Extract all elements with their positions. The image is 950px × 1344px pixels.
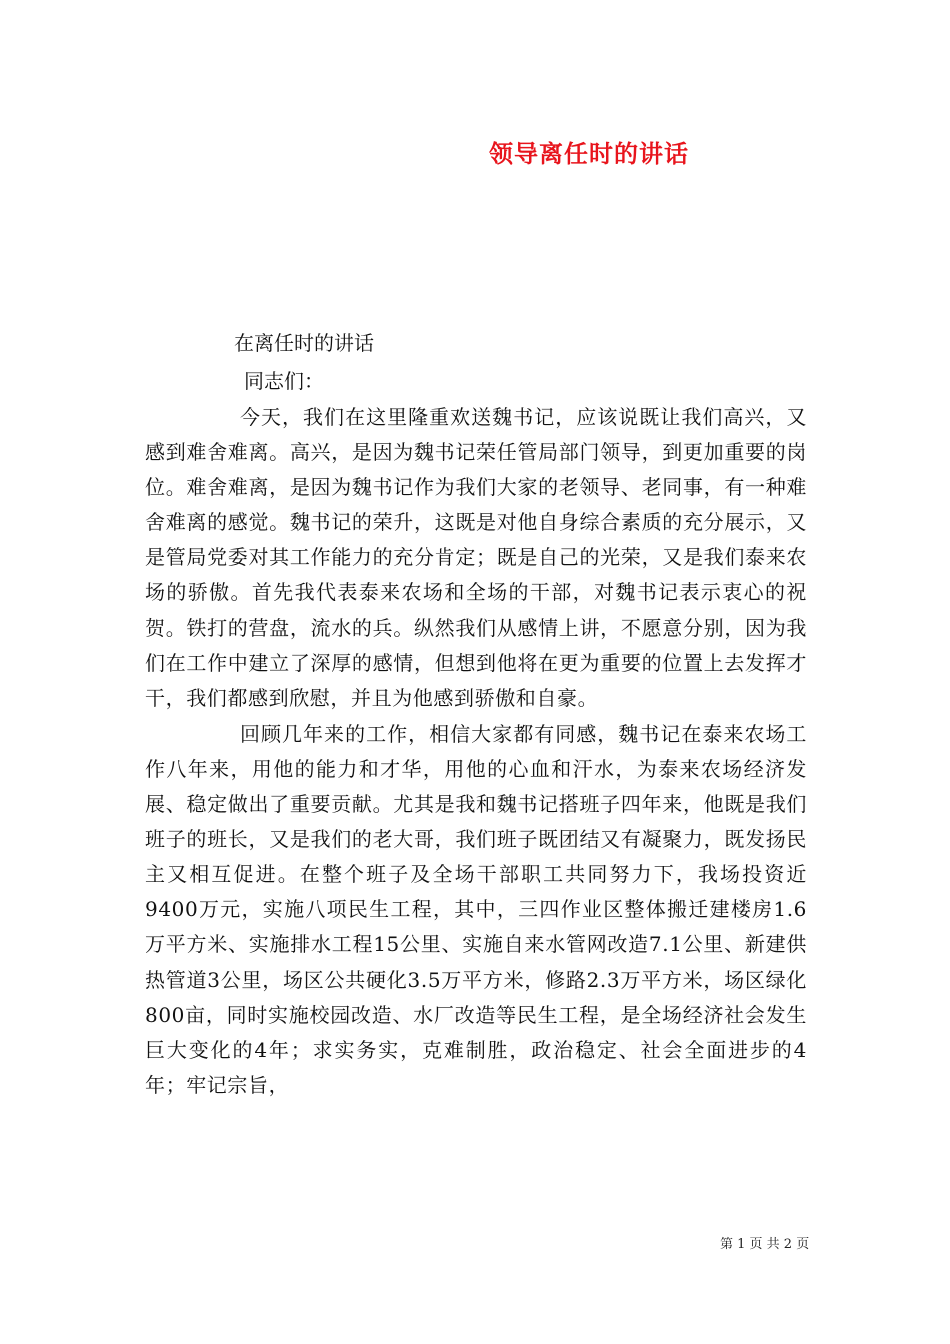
page-number: 第 1 页 共 2 页 (720, 1237, 810, 1252)
speech-subtitle: 在离任时的讲话 (234, 331, 374, 355)
paragraph-2: 回顾几年来的工作，相信大家都有同感，魏书记在泰来农场工作八年来，用他的能力和才华，用他的心血和汗水，为泰来农场经济发展、稳定做出了重要贡献。尤其是我和魏书记搭班子四年来，他既是我们班子的班长，又是我们的老大哥，我们班子既团结又有凝聚力，既发扬民主又相互促进。在整个班子及全场干部职工共同努力下，我场投资近9400万元，实施八项民生工程，其中，三四作业区整体搬迁建楼房1.6万平方米、实施排水工程15公里、实施自来水管网改造7.1公里、新建供热管道3公里，场区公共硬化3.5万平方米，修路2.3万平方米，场区绿化800亩，同时实施校园改造、水厂改造等民生工程，是全场经济社会发生巨大变化的4年；求实务实，克难制胜，政治稳定、社会全面进步的4年；牢记宗旨， (145, 721, 807, 1097)
salutation: 同志们： (244, 369, 324, 393)
body-text (145, 400, 807, 1103)
document-title: 领导离任时的讲话 (489, 139, 689, 168)
paragraph-1: 今天，我们在这里隆重欢送魏书记，应该说既让我们高兴，又感到难舍难离。高兴，是因为魏书记荣任管局部门领导，到更加重要的岗位。难舍难离，是因为魏书记作为我们大家的老领导、老同事，有一种难舍难离的感觉。魏书记的荣升，这既是对他自身综合素质的充分展示，又是管局党委对其工作能力的充分肯定；既是自己的光荣，又是我们泰来农场的骄傲。首先我代表泰来农场和全场的干部，对魏书记表示衷心的祝贺。铁打的营盘，流水的兵。纵然我们从感情上讲，不愿意分别，因为我们在工作中建立了深厚的感情，但想到他将在更为重要的位置上去发挥才干，我们都感到欣慰，并且为他感到骄傲和自豪。 (145, 405, 807, 710)
